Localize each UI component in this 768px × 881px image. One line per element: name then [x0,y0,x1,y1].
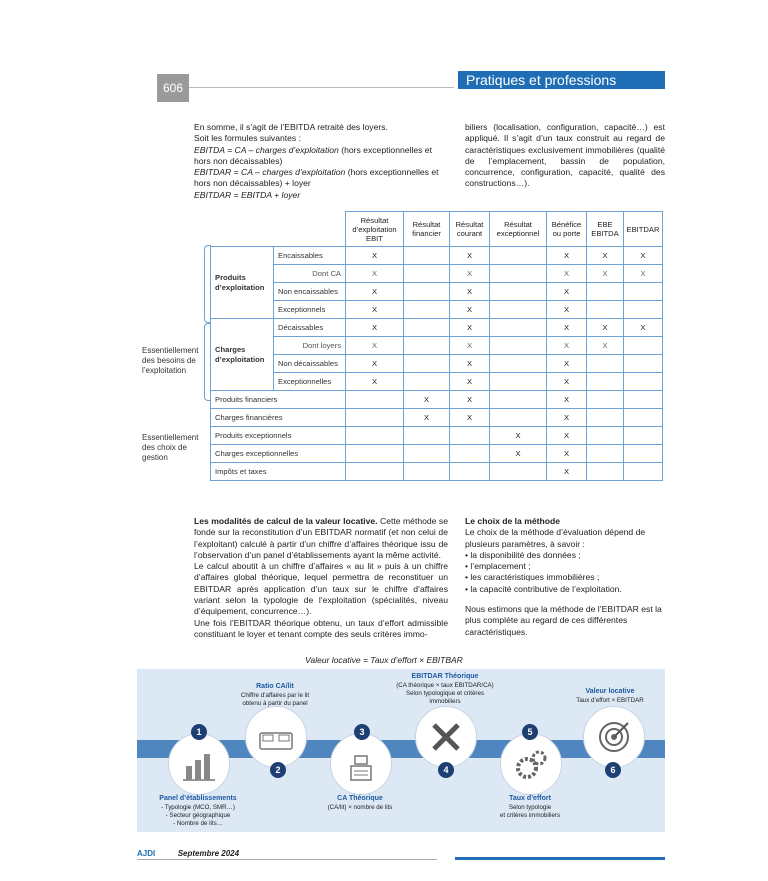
row-label: Non encaissables [274,283,346,301]
table-cell: X [450,247,490,265]
table-cell: X [450,409,490,427]
table-cell: X [450,265,490,283]
table-cell [404,337,450,355]
step-1-caption: Panel d’établissements - Typologie (MCO, SMR…) - Secteur géographique - Nombre de lits… [159,795,237,827]
page-number: 606 [157,74,189,102]
side-label-besoins: Essentiellement des besoins de l’exploitation [142,346,199,375]
table-cell [450,463,490,481]
header-rule [189,87,454,88]
table-cell [346,427,404,445]
table-cell [346,445,404,463]
table-cell: X [547,445,587,463]
table-cell [587,445,624,463]
table-cell [490,319,547,337]
table-cell [624,283,663,301]
intro-line: Soit les formules suivantes : [194,133,301,144]
table-cell [404,373,450,391]
table-row [211,283,663,301]
row-label: Produits financiers [211,391,346,409]
table-row [211,337,663,355]
header-ebitdar: EBITDAR [624,212,663,247]
table-cell: X [450,337,490,355]
table-cell: X [490,427,547,445]
table-cell [490,337,547,355]
bullet: • l’emplacement ; [465,561,531,572]
row-label: Charges exceptionnelles [211,445,346,463]
group-label: Produits d’exploitation [211,247,274,319]
step-4-caption: EBITDAR Théorique (CA théorique × taux EBITDAR/CA) Selon typologique et critères immobiliers [396,673,494,705]
table-cell: X [547,373,587,391]
footer-accent-rule [455,857,665,860]
table-row [211,463,663,481]
step-4-circle [415,706,477,768]
table-cell: X [404,391,450,409]
step-number: 3 [354,724,370,740]
row-label: Encaissables [274,247,346,265]
journal-name: AJDI [137,849,156,858]
table-row [211,319,663,337]
table-cell: X [346,265,404,283]
header-courant: Résultat courant [450,212,490,247]
table-row [211,373,663,391]
table-cell: X [587,247,624,265]
table-cell: X [346,355,404,373]
table-cell: X [346,337,404,355]
table-cell: X [547,265,587,283]
table-cell: X [346,319,404,337]
subheading: Le choix de la méthode [465,516,561,526]
step-number: 1 [191,724,207,740]
row-label: Impôts et taxes [211,463,346,481]
header-benefice: Bénéfice ou porte [547,212,587,247]
bed-icon [246,707,306,767]
table-cell [404,427,450,445]
table-cell: X [450,373,490,391]
row-label: Produits exceptionnels [211,427,346,445]
comparison-table [210,211,663,481]
header-exceptionnel: Résultat exceptionnel [490,212,547,247]
side-label-choix: Essentiellement des choix de gestion [142,433,199,462]
bullet: • la capacité contributive de l’exploitation. [465,583,622,594]
row-label: Décaissables [274,319,346,337]
group-label: Charges d’exploitation [211,319,274,391]
step-2-caption: Ratio CA/lit Chiffre d’affaires par le lit obtenu à partir du panel [240,683,310,707]
table-row [211,409,663,427]
step-6-caption: Valeur locative Taux d’effort × EBITDAR [576,688,644,704]
table-cell: X [346,247,404,265]
table-row [211,247,663,265]
table-cell [404,265,450,283]
table-cell: X [624,319,663,337]
footer-rule [137,859,437,860]
table-cell: X [624,247,663,265]
table-cell [404,445,450,463]
table-cell: X [547,283,587,301]
table-cell [404,355,450,373]
table-cell [587,283,624,301]
table-cell [624,373,663,391]
table-cell [490,247,547,265]
table-cell [624,301,663,319]
intro-right: biliers (localisation, configuration, capacité…) est appliqué. Il s’agit d’un taux construit au regard de caractéristiques exclusivement immobilières (qualité de l’emplacement, bassin de population, concurrence, configuration, capacité, qualité des constructions…). [465,122,665,189]
table-cell [624,427,663,445]
table-cell [624,409,663,427]
step-6-circle [583,706,645,768]
gears-icon [501,734,561,794]
cash-register-icon [331,734,391,794]
table-cell [587,391,624,409]
table-cell [624,445,663,463]
paragraph: Le calcul aboutit à un chiffre d’affaires « au lit » puis à un chiffre d’affaires global théorique, lequel permettra de reconstituer un EBITDAR après application d’un taux sur le chiffre d’affaires variant selon la typologie de l’exploitation (spécialités, niveau d’équipement, concurrence…). [194,561,448,617]
table-cell: X [547,319,587,337]
table-cell: X [547,337,587,355]
table-cell [346,391,404,409]
table-cell: X [450,355,490,373]
row-label: Charges financières [211,409,346,427]
step-3-caption: CA Théorique (CA/lit) × nombre de lits [327,795,393,811]
formula-ebitdar-short: EBITDAR = EBITDA + loyer [194,189,301,200]
table-cell [587,463,624,481]
table-cell: X [587,319,624,337]
bar-chart-icon [169,734,229,794]
table-cell: X [547,301,587,319]
table-cell [490,409,547,427]
table-row [211,301,663,319]
row-label: Exceptionnels [274,301,346,319]
row-label: Exceptionnelles [274,373,346,391]
table-cell [587,355,624,373]
formula-ebitda: EBITDA = CA – charges d’exploitation (hors exceptionnelles et hors non décaissables) [194,144,432,166]
footer [137,849,239,858]
paragraph: Le choix de la méthode d’évaluation dépend de plusieurs paramètres, à savoir : [465,527,646,549]
table-cell [490,463,547,481]
intro-left [194,122,448,201]
table-cell: X [346,301,404,319]
table-cell: X [450,391,490,409]
table-cell [404,319,450,337]
table-cell [624,337,663,355]
formula-ebitdar: EBITDAR = CA – charges d’exploitation (hors exceptionnelles et hors non décaissables) + loyer [194,167,439,189]
section-title: Pratiques et professions [458,71,665,89]
table-row [211,391,663,409]
paragraph: Nous estimons que la méthode de l’EBITDAR est la plus complète au regard de ces différentes caractéristiques. [465,604,662,637]
table-cell [587,373,624,391]
tools-icon [416,707,476,767]
step-number: 5 [522,724,538,740]
step-number: 4 [438,762,454,778]
table-cell: X [587,337,624,355]
table-row [211,355,663,373]
table-cell [404,283,450,301]
table-cell [490,283,547,301]
header-financier: Résultat financier [404,212,450,247]
bullet: • la disponibilité des données ; [465,549,581,560]
table-cell [587,409,624,427]
table-cell: X [547,247,587,265]
table-cell [490,391,547,409]
table-cell: X [624,265,663,283]
table-cell [404,301,450,319]
table-cell [490,265,547,283]
table-cell [450,427,490,445]
table-cell: X [547,409,587,427]
row-label: Dont loyers [274,337,346,355]
row-label: Non décaissables [274,355,346,373]
paragraph: Une fois l’EBITDAR théorique obtenu, un taux d’effort admissible constituant le loyer et tenant compte des seuls critères immo- [194,617,448,639]
target-icon [584,707,644,767]
table-cell [624,463,663,481]
step-5-circle [500,733,562,795]
body-left [194,516,448,640]
table-cell [490,355,547,373]
table-cell: X [547,391,587,409]
table-cell: X [547,427,587,445]
table-cell: X [450,301,490,319]
table-cell: X [404,409,450,427]
table-cell [587,427,624,445]
step-1-circle [168,733,230,795]
table-cell: X [346,283,404,301]
formula-caption: Valeur locative = Taux d’effort × EBITBAR [305,655,463,665]
table-cell [450,445,490,463]
table-cell: X [547,355,587,373]
header-ebit: Résultat d’exploitation EBIT [346,212,404,247]
intro-line: En somme, il s’agit de l’EBITDA retraité des loyers. [194,122,388,132]
table-cell: X [587,265,624,283]
table-cell [346,409,404,427]
table-cell [587,301,624,319]
header-ebitda: EBE EBITDA [587,212,624,247]
step-3-circle [330,733,392,795]
step-5-caption: Taux d’effort Selon typologie et critères immobiliers [499,795,561,819]
row-label: Dont CA [274,265,346,283]
table-cell [624,391,663,409]
step-2-circle [245,706,307,768]
table-cell [346,463,404,481]
bullet: • les caractéristiques immobilières ; [465,572,600,583]
table-cell: X [450,283,490,301]
table-row [211,427,663,445]
table-cell: X [346,373,404,391]
table-cell [624,355,663,373]
table-cell [490,373,547,391]
step-number: 2 [270,762,286,778]
issue-date: Septembre 2024 [177,849,240,858]
table-cell [490,301,547,319]
table-cell [404,247,450,265]
table-cell: X [547,463,587,481]
body-right [465,516,665,638]
table-cell: X [450,319,490,337]
table-cell [404,463,450,481]
table-cell: X [490,445,547,463]
table-row [211,445,663,463]
table-row [211,265,663,283]
step-number: 6 [605,762,621,778]
paragraph: Les modalités de calcul de la valeur locative. Cette méthode se fonde sur la reconstitution d’un EBITDAR normatif (et non celui de l’exploitant) calculé à partir d’un chiffre d’affaires théorique issu de l’observation d’un panel d’établissements ayant la même activité. [194,516,449,560]
